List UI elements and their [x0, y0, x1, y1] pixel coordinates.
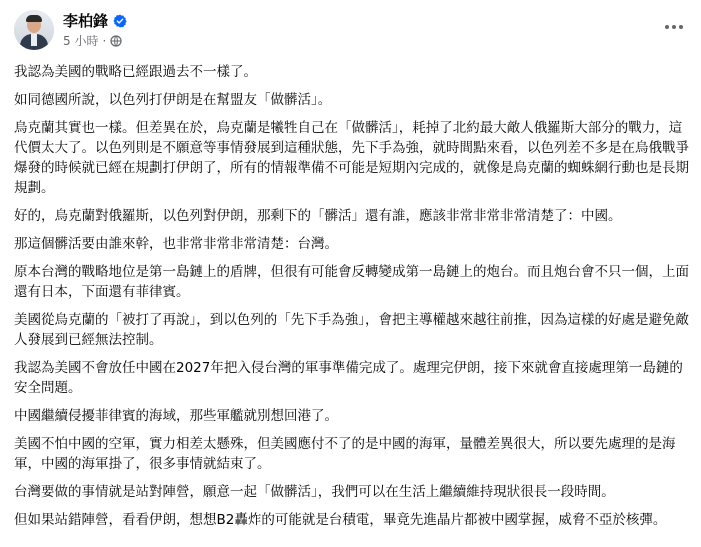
- post-paragraph: 美國不怕中國的空軍，實力相差太懸殊，但美國應付不了的是中國的海軍，量體差異很大，所以要先處理的是海軍，中國的海軍掛了，很多事情就結束了。: [14, 436, 676, 472]
- post-paragraph: 台灣要做的事情就是站對陣營，願意一起「做髒活」，我們可以在生活上繼續維持現狀很長一段時間。: [14, 484, 615, 500]
- post-paragraph: 那這個髒活要由誰來幹，也非常非常非常清楚：台灣。: [14, 236, 338, 252]
- post-timestamp-row: [63, 33, 127, 49]
- post-paragraph: 如同德國所說，以色列打伊朗是在幫盟友「做髒活」。: [14, 92, 332, 108]
- post-paragraph: 好的，烏克蘭對俄羅斯，以色列對伊朗，那剩下的「髒活」還有誰，應該非常非常非常清楚了：中國。: [14, 208, 622, 224]
- post-paragraph: 烏克蘭其實也一樣。但差異在於，烏克蘭是犧牲自己在「做髒活」，耗掉了北約最大敵人俄羅斯大部分的戰力，這代價太大了。以色列則是不願意等事情發展到這種狀態，先下手為強，就時間點來看，以色列差不多是在烏俄戰爭爆發的時候就已經在規劃打伊朗了，所有的情報準備不可能是短期內完成的，就像是烏克蘭的蜘蛛網行動也是長期規劃。: [14, 120, 689, 196]
- post-paragraph: 但如果站錯陣營，看看伊朗，想想B2轟炸的可能就是台積電，畢竟先進晶片都被中國掌握，威脅不亞於核彈。: [14, 512, 667, 528]
- author-name[interactable]: 李柏鋒: [63, 12, 109, 30]
- post-paragraph: 原本台灣的戰略地位是第一島鏈上的盾牌，但很有可能會反轉變成第一島鏈上的炮台。而且炮台會不只一個，上面還有日本，下面還有菲律賓。: [14, 264, 689, 300]
- post-paragraph: 美國從烏克蘭的「被打了再說」，到以色列的「先下手為強」，會把主導權越來越往前推，因為這樣的好處是避免敵人發展到已經無法控制。: [14, 312, 689, 348]
- post-time[interactable]: 5 小時: [63, 34, 99, 48]
- post-body: [14, 62, 689, 538]
- post-paragraph: 中國繼續侵擾菲律賓的海域，那些軍艦就別想回港了。: [14, 408, 338, 424]
- post-paragraph: 我認為美國不會放任中國在2027年把入侵台灣的軍事準備完成了。處理完伊朗，接下來就會直接處理第一島鏈的安全問題。: [14, 360, 683, 396]
- separator-dot: ·: [102, 34, 107, 48]
- author-row: [63, 10, 127, 32]
- post-meta: [63, 10, 127, 49]
- globe-icon[interactable]: [110, 35, 122, 47]
- more-options-icon[interactable]: [661, 14, 687, 40]
- post-header: [14, 10, 127, 58]
- author-avatar[interactable]: [14, 10, 54, 50]
- post-paragraph: 我認為美國的戰略已經跟過去不一樣了。: [14, 64, 257, 80]
- verified-badge-icon: [113, 14, 127, 28]
